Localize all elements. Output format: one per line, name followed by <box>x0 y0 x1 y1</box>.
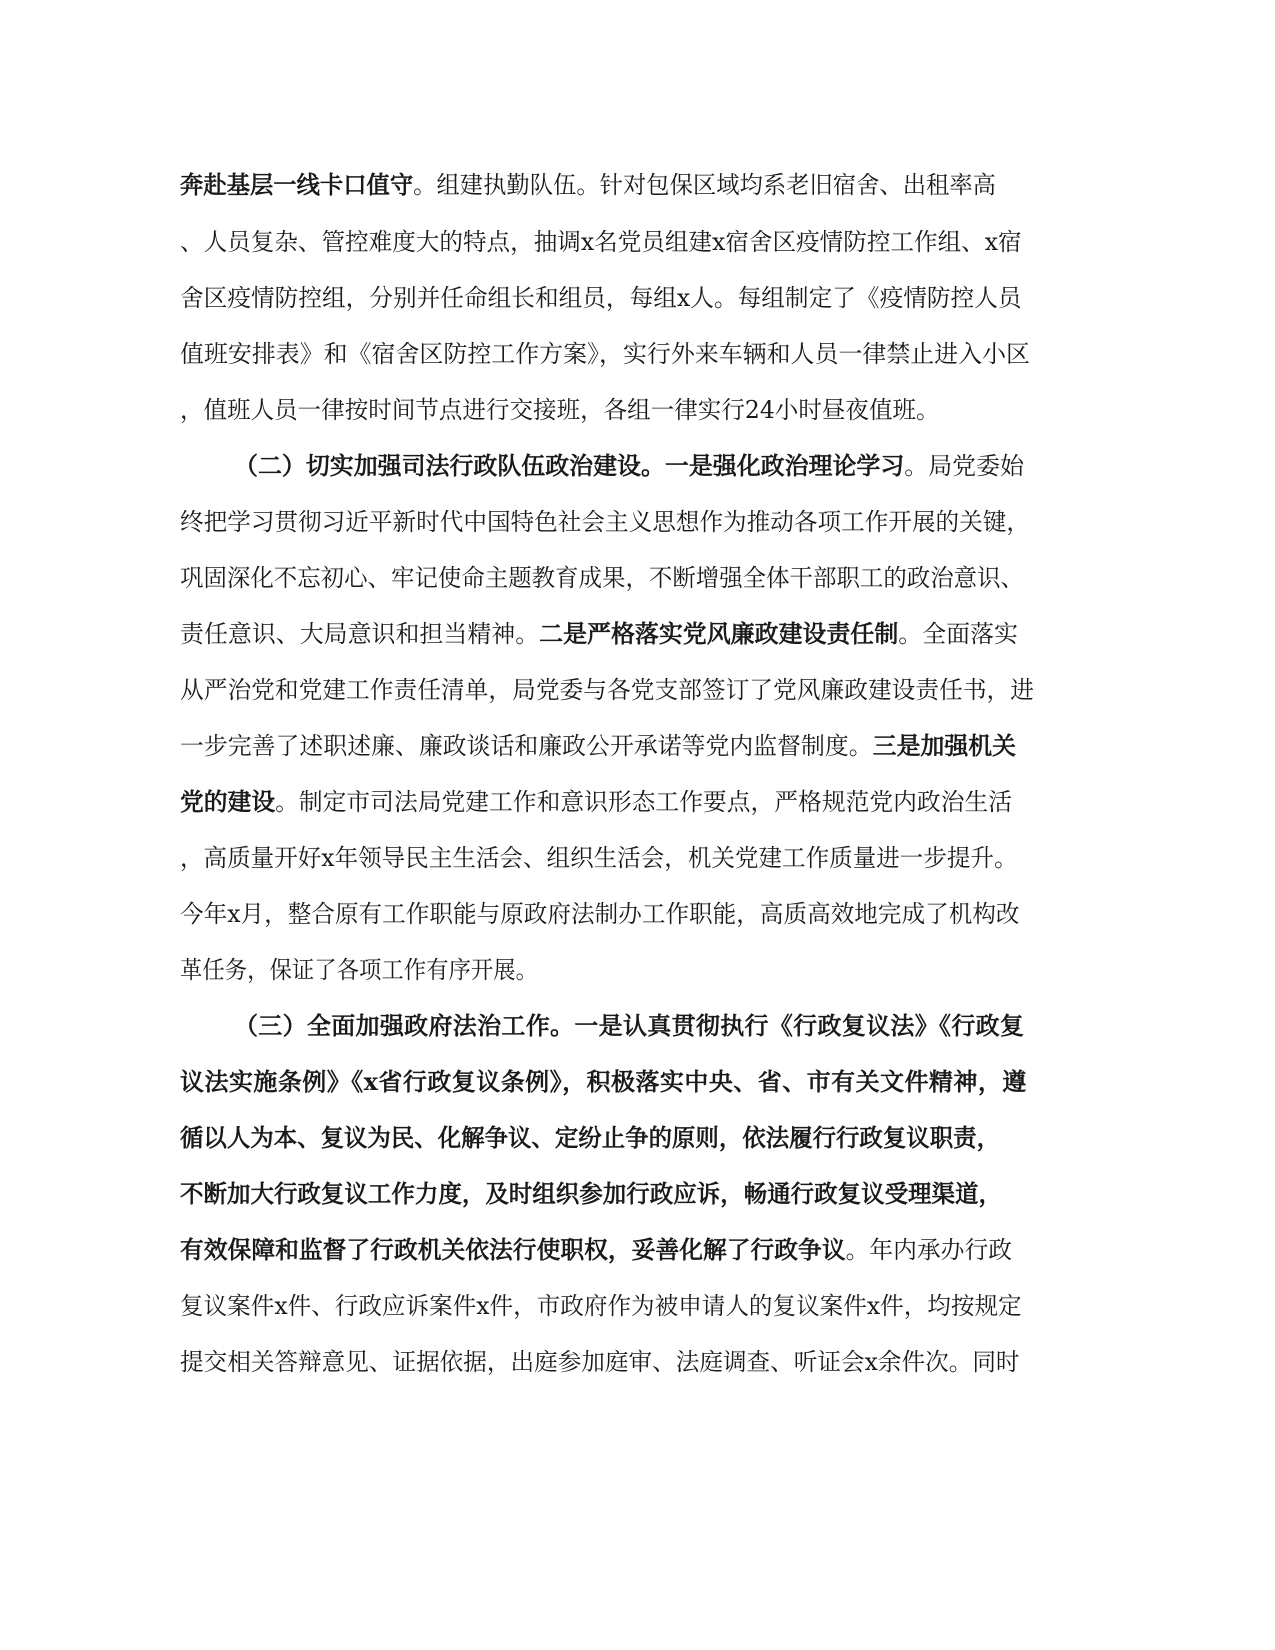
text-line <box>180 787 1012 817</box>
text-line <box>180 899 1020 929</box>
text-run: 。年内承办行政 <box>845 1236 1012 1264</box>
bold-text-run: 不断加大行政复议工作力度，及时组织参加行政应诉，畅通行政复议受理渠道， <box>180 1179 1002 1208</box>
text-line <box>180 170 996 200</box>
text-run: 巩固深化不忘初心、牢记使命主题教育成果，不断增强全体干部职工的政治意识、 <box>180 564 1024 592</box>
text-run: 。局党委始 <box>904 452 1024 480</box>
bold-text-run: 奔赴基层一线卡口值守 <box>180 170 414 199</box>
text-line <box>180 283 1022 313</box>
text-line <box>180 843 1018 873</box>
text-run: 从严治党和党建工作责任清单，局党委与各党支部签订了党风廉政建设责任书，进 <box>180 676 1034 704</box>
text-run: 一步完善了述职述廉、廉政谈话和廉政公开承诺等党内监督制度。 <box>180 732 873 760</box>
text-run: 今年x月，整合原有工作职能与原政府法制办工作职能，高质高效地完成了机构改 <box>180 900 1020 928</box>
bold-text-run: （二）切实加强司法行政队伍政治建设。一是强化政治理论学习 <box>234 451 905 480</box>
text-line <box>180 1123 1000 1153</box>
text-line <box>180 339 1030 369</box>
text-line <box>180 1347 1020 1377</box>
text-run: 提交相关答辩意见、证据依据，出庭参加庭审、法庭调查、听证会x余件次。同时 <box>180 1348 1020 1376</box>
text-line <box>180 1235 1012 1265</box>
text-line <box>180 731 1016 761</box>
bold-text-run: 议法实施条例》《x省行政复议条例》，积极落实中央、省、市有关文件精神，遵 <box>180 1067 1027 1096</box>
bold-text-run: 党的建设 <box>180 787 276 816</box>
text-line <box>234 1011 1024 1041</box>
text-line <box>180 563 1024 593</box>
text-line <box>180 1179 1002 1209</box>
bold-text-run: 有效保障和监督了行政机关依法行使职权，妥善化解了行政争议 <box>180 1235 846 1264</box>
text-run: 。组建执勤队伍。针对包保区域均系老旧宿舍、出租率高 <box>413 171 997 199</box>
text-run: 终把学习贯彻习近平新时代中国特色社会主义思想作为推动各项工作开展的关键， <box>180 508 1030 536</box>
bold-text-run: 循以人为本、复议为民、化解争议、定纷止争的原则，依法履行行政复议职责， <box>180 1123 1000 1152</box>
text-line <box>180 1067 1027 1097</box>
bold-text-run: 三是加强机关 <box>872 731 1016 760</box>
text-line <box>180 1291 1022 1321</box>
text-run: 。全面落实 <box>898 620 1018 648</box>
text-run: 。制定市司法局党建工作和意识形态工作要点，严格规范党内政治生活 <box>275 788 1013 816</box>
text-line <box>180 619 1018 649</box>
text-run: 、人员复杂、管控难度大的特点，抽调x名党员组建x宿舍区疫情防控工作组、x宿 <box>180 228 1022 256</box>
text-run: 舍区疫情防控组，分别并任命组长和组员，每组x人。每组制定了《疫情防控人员 <box>180 284 1022 312</box>
text-line <box>180 227 1022 257</box>
text-run: 责任意识、大局意识和担当精神。 <box>180 620 540 648</box>
text-line <box>180 675 1034 705</box>
text-line <box>234 451 1024 481</box>
bold-text-run: （三）全面加强政府法治工作。一是认真贯彻执行《行政复议法》《行政复 <box>234 1011 1025 1040</box>
text-line <box>180 507 1030 537</box>
text-run: 革任务，保证了各项工作有序开展。 <box>180 956 538 984</box>
text-line <box>180 955 538 985</box>
text-run: ，值班人员一律按时间节点进行交接班，各组一律实行24小时昼夜值班。 <box>180 396 940 424</box>
text-run: 复议案件x件、行政应诉案件x件，市政府作为被申请人的复议案件x件，均按规定 <box>180 1292 1022 1320</box>
text-run: 值班安排表》和《宿舍区防控工作方案》，实行外来车辆和人员一律禁止进入小区 <box>180 340 1030 368</box>
text-run: ，高质量开好x年领导民主生活会、组织生活会，机关党建工作质量进一步提升。 <box>180 844 1018 872</box>
text-line <box>180 395 940 425</box>
bold-text-run: 二是严格落实党风廉政建设责任制 <box>539 619 899 648</box>
